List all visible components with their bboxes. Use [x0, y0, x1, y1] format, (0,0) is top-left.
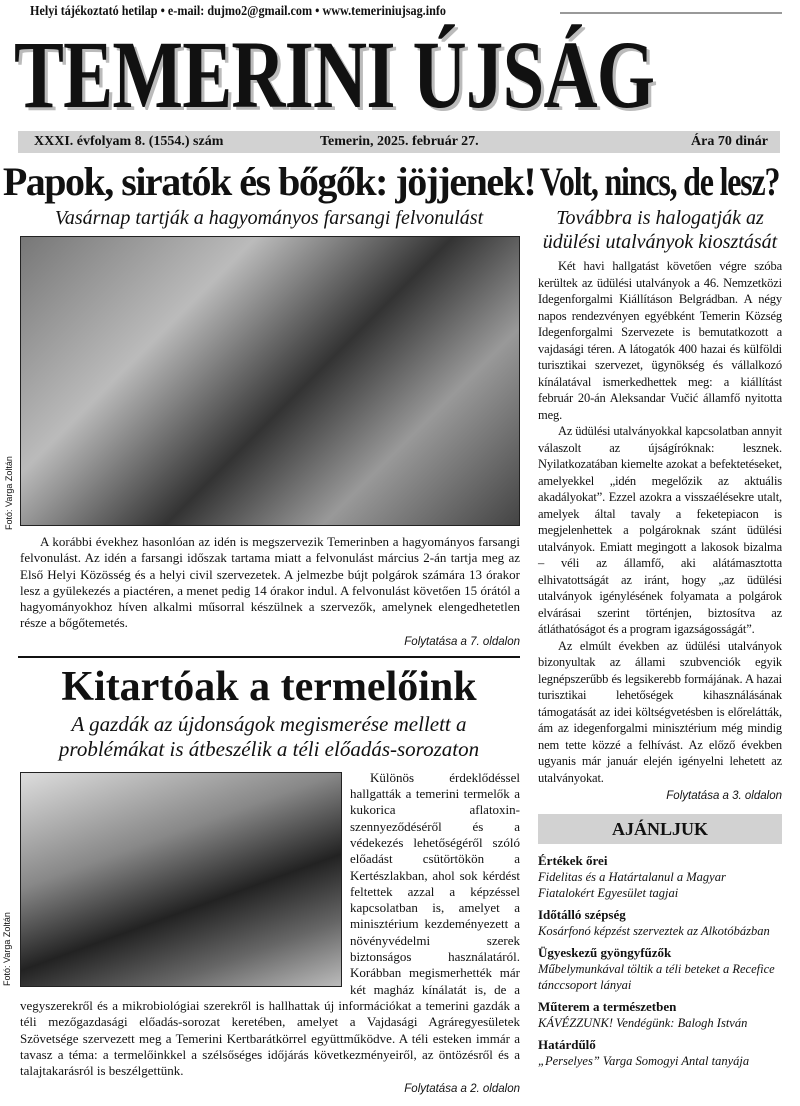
article2-body-side: Különös érdeklődéssel hallgatták a temerini termelők a kukorica aflatoxin-szennyeződéséről és a védekezés lehetőségéről szóló előadást csütörtökön a Kertészlakban, ahol sok kérdést feltettek azzal a képzéssel kapcsolatban is, amelyet a minisztérium kezdeményezett a növényvédelmi szerek biztonságos használatáról. Korábban megismerhették — [350, 769, 520, 981]
recommended-header: AJÁNLJUK — [538, 814, 782, 844]
tagline: Helyi tájékoztató hetilap • e-mail: dujmo2@gmail.com • www.temeriniujsag.info — [30, 3, 446, 18]
issue-number: XXXI. évfolyam 8. (1554.) szám — [34, 134, 224, 149]
photo-credit: Fotó: Varga Zoltán — [2, 911, 12, 986]
article1-headline: Papok, siratók és bőgők: jöjjenek! — [2, 159, 536, 204]
divider — [18, 656, 520, 658]
issue-bar — [18, 131, 780, 153]
article2-subhead: A gazdák az újdonságok megismerése mellett a problémákat is átbeszélik a téli előadás-sorozaton — [58, 711, 480, 761]
left-column — [2, 158, 536, 1097]
article1-subhead: Vasárnap tartják a hagyományos farsangi felvonulást — [54, 207, 484, 229]
article1-body: A korábbi évekhez hasonlóan az idén is megszervezik Temerinben a hagyományos farsangi felvonulást. Az idén a farsangi időszak tartama miatt a felvonulást március 2-án tartja meg az Első Helyi Közösség és a helyi civil szervezetek. A jelmezbe bújt polgárok számára 13 órakor lesz a gyülekezés a piactéren, a menet pedig 14 órakor indul. A felvonulást követően 15 órától a hagyományokhoz híven alkalmi műsorral készülnek a szervezők, amelynek elengedhetetlen része a bőgőtemetés. — [20, 534, 520, 631]
newspaper-title: TEMERINI ÚJSÁG — [14, 21, 655, 128]
recommended-item[interactable]: Ügyeskezű gyöngyfűzők Műbelymunkával töltik a téli beteket a Recefice tánccsoport lányai — [538, 945, 775, 992]
article2-headline: Kitartóak a termelőink — [61, 663, 477, 710]
recommended-item[interactable]: Határdűlő „Perselyes” Varga Somogyi Antal tanyája — [538, 1037, 750, 1068]
price: Ára 70 dinár — [691, 134, 768, 149]
dateline: Temerin, 2025. február 27. — [320, 134, 479, 149]
article2-body — [2, 769, 520, 1080]
recommended-item[interactable]: Értékek őrei Fidelitas és a Határtalanul a Magyar Fiatalokért Egyesület tagjai — [538, 853, 726, 900]
article3-continued: Folytatása a 3. oldalon — [666, 790, 782, 802]
carnival-photo — [20, 236, 520, 526]
article3-headline: Volt, nincs, de lesz? — [540, 159, 780, 204]
lecture-photo — [20, 772, 342, 987]
article2-body-bottom: már két magház kínálatát is, de a vegyszerekről és a mikrobiológiai szerekről is hallhattak új információkat a temerini gazdák a téli mezőgazdasági előadás-sorozat keretében, amelyet a Vajdasági Agráregyesületek Szövetsége szervezett meg a Temerini Kertbarátkörrel együttműködve. A téli esteken immár a tavasz a téma: a termelőinkkel a szélsőséges időjárás következményeiről, az öntözésről és a talajtakarásról is beszélgettünk. — [20, 965, 520, 1079]
right-column — [538, 158, 782, 1069]
article1-continued: Folytatása a 7. oldalon — [404, 635, 520, 648]
photo-credit: Fotó: Varga Zoltán — [4, 456, 14, 530]
article3-body: Két havi hallgatást követően végre szóba kerültek az üdülési utalványok a 46. Nemzetközi Idegenforgalmi Kiállításon Belgrádban. A négy napos rendezvényen egyébként Temerin Község Idegenforgalmi Szervezete is bemutatkozott a vajdasági téren. A látogatók 400 hazai és külföldi turisztikai szervezet, ügynökség és vállalkozó kínálatával ismerkedhettek meg: a kiállítást február 20-án Aleksandar Vučić államfő nyitotta meg. Az üdülési utalványokkal kapcsolatban annyit válaszolt az újságíróknak: lesznek. Nyilatkozatában kiemelte azokat a befektetéseket, amelyekkel „idén megelőzik az aktuális akadályokat”. Ezzel azokra a visszaélésekre utalt, amelyek által tavaly a feketepiacon is megjelenhettek a polgároknak szánt üdülési utalványok. Emiatt megingott a lakosok bizalma – véli az államfő, aki alátámasztotta elhivatottságát az iránt, hogy „az üdülési utalványok igénylésének folyamata a polgárok elvárásai szerint történjen, biztosítva az átláthatóságot és a program igazságosságát”. Az elmúlt években az üdülési utalványok bizonyultak az állami szubvenciók egyik legnépszerűbb és legsikerebb formájának. A hazai turisztikai lehetőségek kihasználásának támogatását az idei költségvetésben is előrelátták, ám az idegenforgalmi minisztérium még mindig nem tette közzé a felhívást. Az előző években ugyanis már január elején igényelni lehetett az utalványokat. — [538, 259, 782, 785]
recommended-item[interactable]: Időtálló szépség Kosárfonó képzést szerveztek az Alkotóbázban — [538, 907, 770, 938]
recommended-item[interactable]: Műterem a természetben KÁVÉZZUNK! Vendégünk: Balogh István — [538, 999, 748, 1030]
article2-continued: Folytatása a 2. oldalon — [404, 1083, 520, 1096]
article3-subhead: Továbbra is halogatják az üdülési utalványok kiosztását — [542, 207, 778, 253]
divider — [560, 12, 782, 14]
